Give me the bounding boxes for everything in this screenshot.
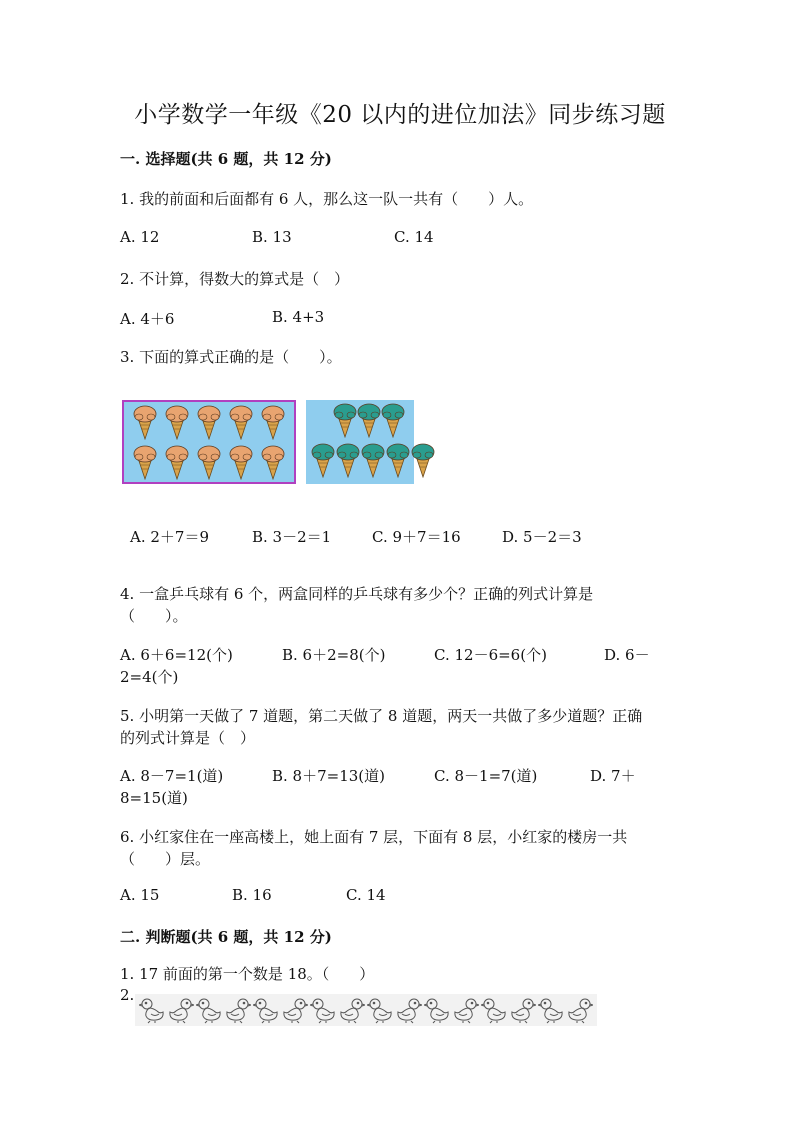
ice-cream-cone-icon [380,402,406,438]
q4-option-b: B. 6＋2=8(个) [282,646,386,664]
question-2-options [120,308,680,330]
ice-cream-figure [122,400,414,484]
duck-icon [567,996,593,1028]
question-1: 1. 我的前面和后面都有 6 人，那么这一队一共有（ ）人。 [120,190,534,208]
ice-cream-cone-icon [410,442,436,478]
duck-icon [453,996,479,1028]
ice-cream-cone-icon [335,442,361,478]
section-heading-choice: 一. 选择题(共 6 题，共 12 分) [120,150,332,168]
ice-cream-cone-icon [228,404,254,440]
duck-icon [339,996,365,1028]
ice-cream-cone-icon [332,402,358,438]
question-6-line-1: 6. 小红家住在一座高楼上，她上面有 7 层，下面有 8 层，小红家的楼房一共 [120,828,628,846]
question-3-options [120,526,680,548]
duck-icon [253,996,279,1028]
duck-icon [481,996,507,1028]
duck-icon [538,996,564,1028]
ice-cream-cone-icon [196,444,222,480]
q3-option-d: D. 5－2＝3 [502,528,582,546]
duck-icon [510,996,536,1028]
question-5-line-2: 的列式计算是（ ） [120,729,256,747]
duck-icon [196,996,222,1028]
q5-option-b: B. 8＋7=13(道) [272,767,386,785]
ice-cream-panel-left [122,400,296,484]
section-heading-true-false: 二. 判断题(共 6 题，共 12 分) [120,928,332,946]
question-2: 2. 不计算，得数大的算式是（ ） [120,270,350,288]
duck-icon [225,996,251,1028]
question-5-line-1: 5. 小明第一天做了 7 道题，第二天做了 8 道题，两天一共做了多少道题？正确 [120,707,643,725]
q1-option-c: C. 14 [394,228,434,246]
q3-option-b: B. 3－2＝1 [252,528,332,546]
question-4-line-1: 4. 一盒乒乓球有 6 个，两盒同样的乒乓球有多少个？正确的列式计算是 [120,585,594,603]
ice-cream-cone-icon [260,404,286,440]
ice-cream-cone-icon [196,404,222,440]
ice-cream-cone-icon [164,444,190,480]
duck-icon [367,996,393,1028]
ice-cream-cone-icon [228,444,254,480]
duck-icon [282,996,308,1028]
q2-option-b: B. 4+3 [272,308,325,326]
q1-option-b: B. 13 [252,228,292,246]
q3-option-a: A. 2＋7＝9 [130,528,209,546]
question-4-option-d-continued: 2=4(个) [120,668,179,686]
q1-option-a: A. 12 [120,228,160,246]
question-6-options [120,886,680,908]
page-title: 小学数学一年级《20 以内的进位加法》同步练习题 [134,102,666,128]
question-3: 3. 下面的算式正确的是（ ）。 [120,348,342,366]
duck-icon [168,996,194,1028]
q5-option-d: D. 7＋ [590,767,636,785]
question-4-line-2: （ ）。 [120,607,188,625]
question-1-options [120,228,680,250]
duck-icon [310,996,336,1028]
question-6-line-2: （ ）层。 [120,850,211,868]
ice-cream-cone-icon [310,442,336,478]
ice-cream-cone-icon [132,444,158,480]
q5-option-c: C. 8－1=7(道) [434,767,538,785]
question-5-option-d-continued: 8=15(道) [120,789,188,807]
question-4-options [120,644,680,666]
duck-icon [424,996,450,1028]
q5-option-a: A. 8－7=1(道) [120,767,224,785]
ice-cream-cone-icon [132,404,158,440]
ice-cream-cone-icon [356,402,382,438]
duck-figure [135,994,597,1026]
ice-cream-panel-right [306,400,414,484]
duck-icon [396,996,422,1028]
q4-option-a: A. 6＋6=12(个) [120,646,233,664]
ice-cream-cone-icon [385,442,411,478]
q6-option-b: B. 16 [232,886,272,904]
q4-option-c: C. 12－6=6(个) [434,646,547,664]
q6-option-c: C. 14 [346,886,386,904]
ice-cream-cone-icon [260,444,286,480]
q6-option-a: A. 15 [120,886,160,904]
q4-option-d: D. 6－ [604,646,650,664]
ice-cream-cone-icon [360,442,386,478]
q3-option-c: C. 9＋7＝16 [372,528,461,546]
q2-option-a: A. 4＋6 [120,310,175,328]
ice-cream-cone-icon [164,404,190,440]
question-5-options [120,765,680,787]
tf-question-2: 2. [120,986,135,1004]
tf-question-1: 1. 17 前面的第一个数是 18。（ ） [120,965,375,983]
duck-icon [139,996,165,1028]
